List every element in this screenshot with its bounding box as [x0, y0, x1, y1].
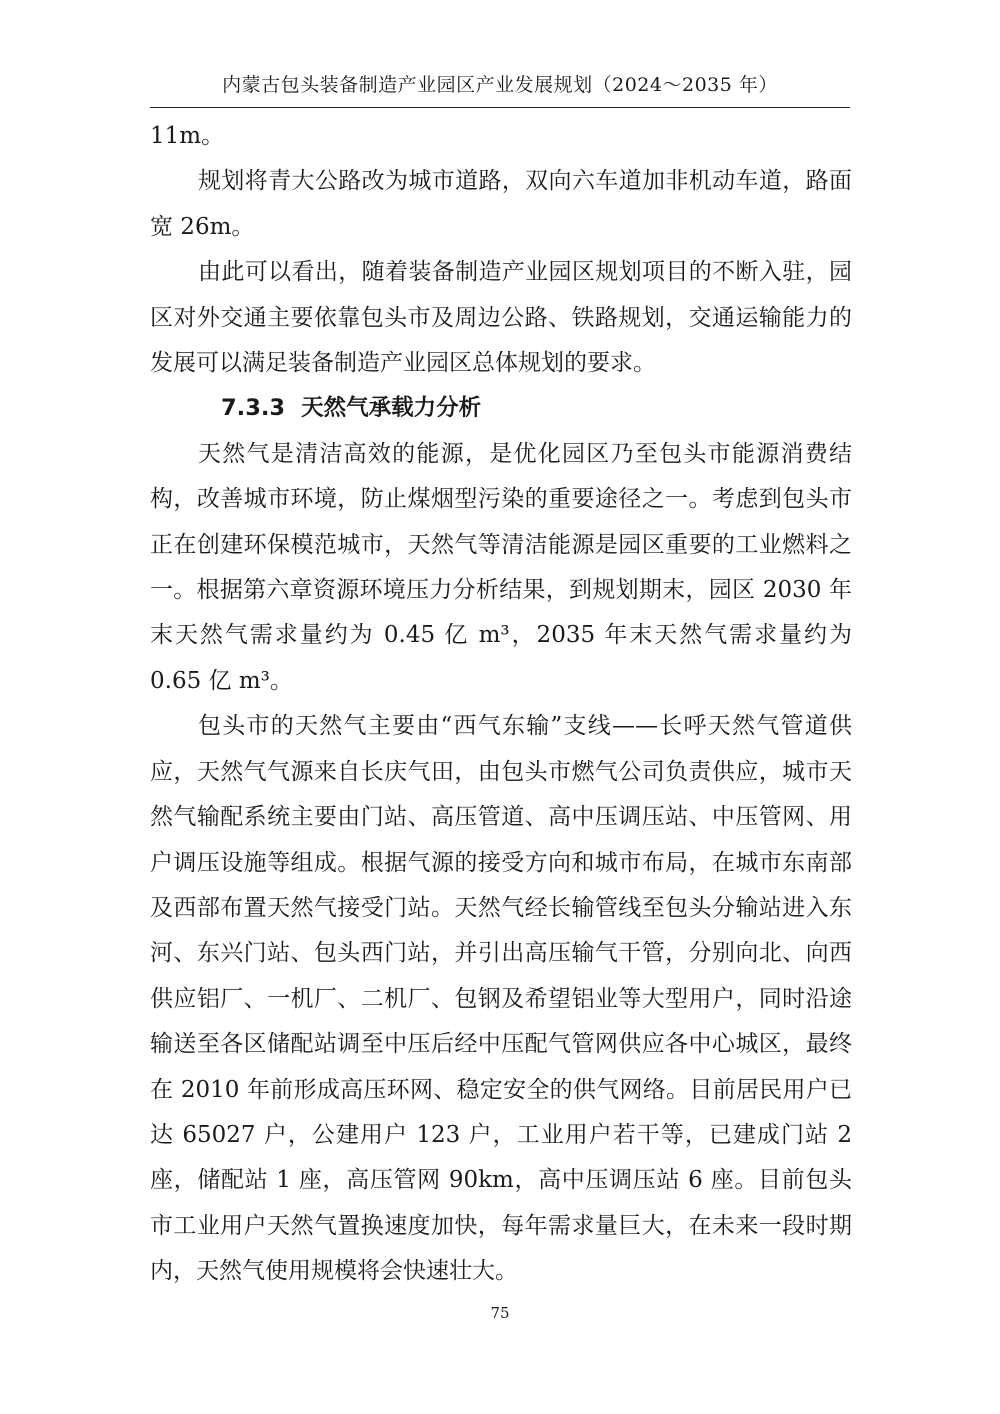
page-body [150, 114, 852, 1295]
running-header: 内蒙古包头装备制造产业园区产业发展规划（2024～2035 年） [222, 74, 778, 96]
paragraph-gas-demand: 天然气是清洁高效的能源，是优化园区乃至包头市能源消费结构，改善城市环境，防止煤烟型污染的重要途径之一。考虑到包头市正在创建环保模范城市，天然气等清洁能源是园区重要的工业燃料之一。根据第六章资源环境压力分析结果，到规划期末，园区 2030 年末天然气需求量约为 0.45 亿 m³，2035 年末天然气需求量约为 0.65 亿 m³。 [150, 440, 852, 694]
paragraph-continuation: 11m。 [150, 123, 225, 149]
page-number: 75 [490, 1304, 510, 1322]
paragraph-gas-supply: 包头市的天然气主要由“西气东输”支线——长呼天然气管道供应，天然气气源来自长庆气田，由包头市燃气公司负责供应，城市天然气输配系统主要由门站、高压管道、高中压调压站、中压管网、用户调压设施等组成。根据气源的接受方向和城市布局，在城市东南部及西部布置天然气接受门站。天然气经长输管线至包头分输站进入东河、东兴门站、包头西门站，并引出高压输气干管，分别向北、向西供应铝厂、一机厂、二机厂、包钢及希望铝业等大型用户，同时沿途输送至各区储配站调至中压后经中压配气管网供应各中心城区，最终在 2010 年前形成高压环网、稳定安全的供气网络。目前居民用户已达 65027 户，公建用户 123 户，工业用户若干等，已建成门站 2 座，储配站 1 座，高压管网 90km，高中压调压站 6 座。目前包头市工业用户天然气置换速度加快，每年需求量巨大，在未来一段时期内，天然气使用规模将会快速壮大。 [150, 713, 852, 1285]
section-title: 天然气承载力分析 [301, 395, 482, 422]
section-heading [150, 386, 852, 431]
header-divider [150, 107, 850, 108]
paragraph-road-plan: 规划将青大公路改为城市道路，双向六车道加非机动车道，路面宽 26m。 [150, 168, 852, 240]
section-number: 7.3.3 [221, 395, 286, 422]
paragraph-traffic-conclusion: 由此可以看出，随着装备制造产业园区规划项目的不断入驻，园区对外交通主要依靠包头市及周边公路、铁路规划，交通运输能力的发展可以满足装备制造产业园区总体规划的要求。 [150, 259, 852, 377]
